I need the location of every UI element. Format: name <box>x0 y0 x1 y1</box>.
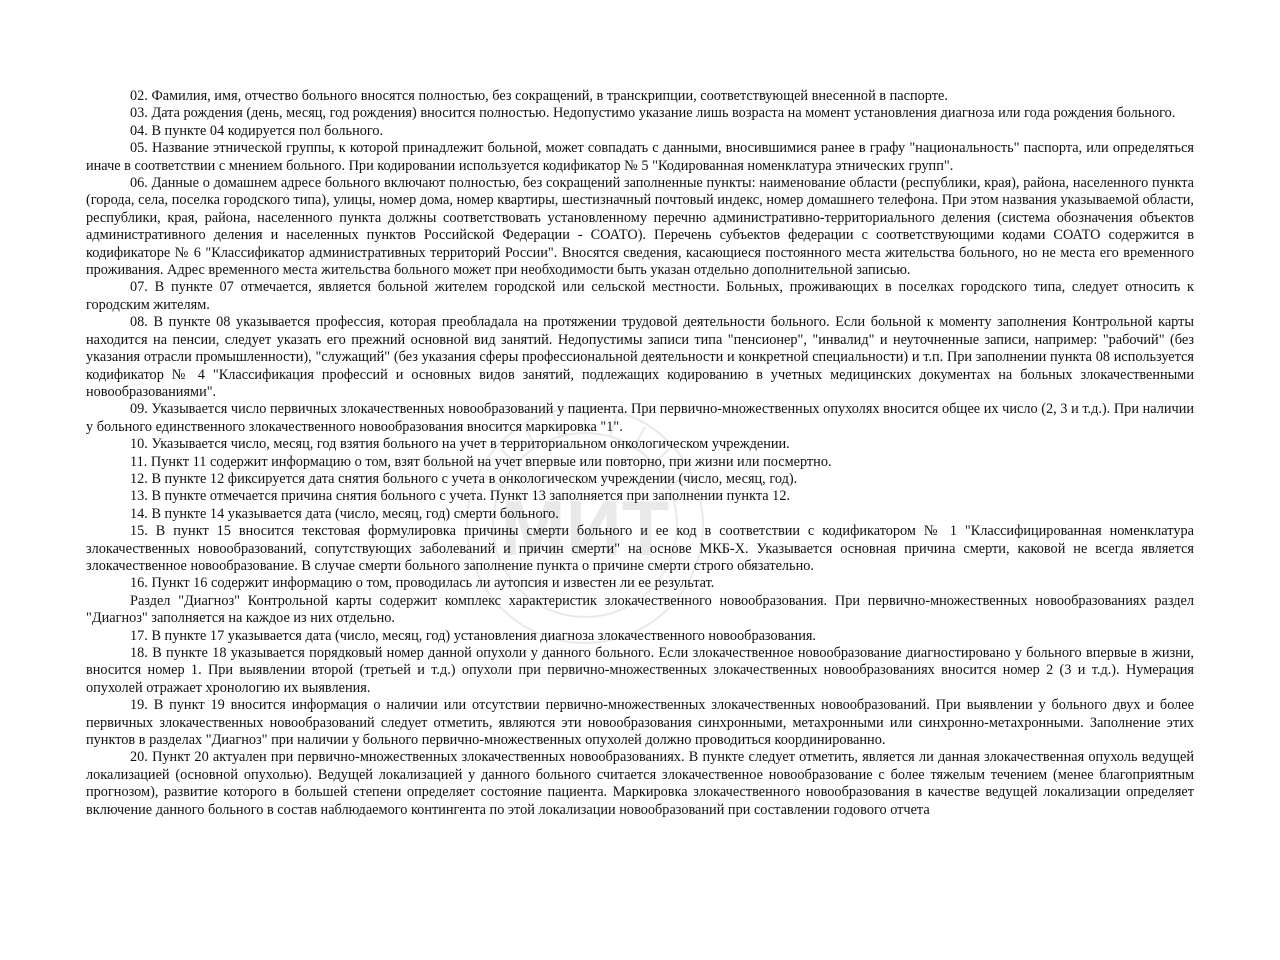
document-page <box>86 88 1194 819</box>
paragraph-08: 08. В пункте 08 указывается профессия, которая преобладала на протяжении трудовой деятельности больного. Если больной к моменту заполнения Контрольной карты находится на пенсии, следует указать его прежний основной вид занятий. Недопустимы записи типа "пенсионер", "инвалид" и неуточненные записи, например: "рабочий" (без указания отрасли промышленности), "служащий" (без указания сферы профессиональной деятельности и конкретной специальности) и т.п. При заполнении пункта 08 используется кодификатор № 4 "Классификация профессий и основных видов занятий, подлежащих кодированию в учетных медицинских документах на больных злокачественными новообразованиями". <box>86 314 1194 400</box>
paragraph-16: 16. Пункт 16 содержит информацию о том, проводилась ли аутопсия и известен ли ее результат. <box>130 575 715 592</box>
paragraph-18: 18. В пункте 18 указывается порядковый номер данной опухоли у данного больного. Если злокачественное новообразование диагностировано у больного впервые в жизни, вносится номер 1. При выявлении второй (третьей и т.д.) опухоли при первично-множественных злокачественных новообразованиях вносится номер 2 (3 и т.д.). Нумерация опухолей отражает хронологию их выявления. <box>86 645 1194 696</box>
paragraph-12: 12. В пункте 12 фиксируется дата снятия больного с учета в онкологическом учреждении (число, месяц, год). <box>130 470 798 487</box>
paragraph-11: 11. Пункт 11 содержит информацию о том, взят больной на учет впервые или повторно, при жизни или посмертно. <box>130 453 832 470</box>
paragraph-05: 05. Название этнической группы, к которой принадлежит больной, может совпадать с данными, вносившимися ранее в графу "национальность" паспорта, или определяться иначе в соответствии с мнением больного. При кодировании используется кодификатор № 5 "Кодированная номенклатура этнических групп". <box>86 140 1194 174</box>
paragraph-17: 17. В пункте 17 указывается дата (число, месяц, год) установления диагноза злокачественного новообразования. <box>130 627 817 644</box>
paragraph-19: 19. В пункт 19 вносится информация о наличии или отсутствии первично-множественных злокачественных новообразований. При выявлении у больного двух и более первичных злокачественных новообразований следует отметить, являются эти новообразования синхронными, метахронными или синхронно-метахронными. Заполнение этих пунктов в разделах "Диагноз" при наличии у больного первично-множественных опухолей должно проводиться координированно. <box>86 697 1194 749</box>
paragraph-04: 04. В пункте 04 кодируется пол больного. <box>130 122 384 139</box>
paragraph-06: 06. Данные о домашнем адресе больного включают полностью, без сокращений заполненные пункты: наименование области (республики, края), района, населенного пункта (города, села, поселка городского типа), улицы, номер дома, номер квартиры, шестизначный почтовый индекс, номер домашнего телефона. При этом названия указываемой области, республики, края, района, населенного пункта должны соответствовать установленному перечню административно-территориального деления (система обозначения объектов административного деления и населенных пунктов Российской Федерации - СОАТО). Перечень субъектов федерации с соответствующими кодами СОАТО содержится в кодификаторе № 6 "Классификатор административных территорий России". Вносятся сведения, касающиеся постоянного места жительства больного, но не места его временного проживания. Адрес временного места жительства больного может при необходимости быть указан отдельно дополнительной записью. <box>86 175 1194 279</box>
paragraph-03: 03. Дата рождения (день, месяц, год рождения) вносится полностью. Недопустимо указание лишь возраста на момент установления диагноза или года рождения больного. <box>130 105 1176 122</box>
paragraph-13: 13. В пункте отмечается причина снятия больного с учета. Пункт 13 заполняется при заполнении пункта 12. <box>130 488 791 505</box>
paragraph-10: 10. Указывается число, месяц, год взятия больного на учет в территориальном онкологическом учреждении. <box>130 436 790 453</box>
paragraph-20: 20. Пункт 20 актуален при первично-множественных злокачественных новообразованиях. В пункте следует отметить, является ли данная злокачественная опухоль ведущей локализацией (основной опухолью). Ведущей локализацией у данного больного считается злокачественное новообразование с более тяжелым течением (менее благоприятным прогнозом), развитие которого в большей степени определяет состояние пациента. Маркировка злокачественного новообразования в качестве ведущей локализации определяет включение данного больного в состав наблюдаемого контингента по этой локализации новообразований при составлении годового отчета <box>86 749 1194 818</box>
paragraph-14: 14. В пункте 14 указывается дата (число, месяц, год) смерти больного. <box>130 505 559 522</box>
paragraph-02: 02. Фамилия, имя, отчество больного вносятся полностью, без сокращений, в транскрипции, соответствующей внесенной в паспорте. <box>130 88 948 104</box>
paragraph-09: 09. Указывается число первичных злокачественных новообразований у пациента. При первично-множественных опухолях вносится общее их число (2, 3 и т.д.). При наличии у больного единственного злокачественного новообразования вносится маркировка "1". <box>86 401 1194 435</box>
paragraph-07: 07. В пункте 07 отмечается, является больной жителем городской или сельской местности. Больных, проживающих в поселках городского типа, следует относить к городским жителям. <box>86 279 1194 313</box>
paragraph-15: 15. В пункт 15 вносится текстовая формулировка причины смерти больного и ее код в соответствии с кодификатором № 1 "Классифицированная номенклатура злокачественных новообразований, сопутствующих заболеваний и причин смерти" на основе МКБ-Х. Указывается основная причина смерти, каковой не всегда является злокачественное новообразование. В случае смерти больного заполнение пункта о причине смерти строго обязательно. <box>86 523 1194 574</box>
watermark-text: МИТ <box>500 484 670 572</box>
paragraph-diagnosis-section: Раздел "Диагноз" Контрольной карты содержит комплекс характеристик злокачественного новообразования. При первично-множественных новообразованиях раздел "Диагноз" заполняется на каждое из них отдельно. <box>86 592 1194 627</box>
